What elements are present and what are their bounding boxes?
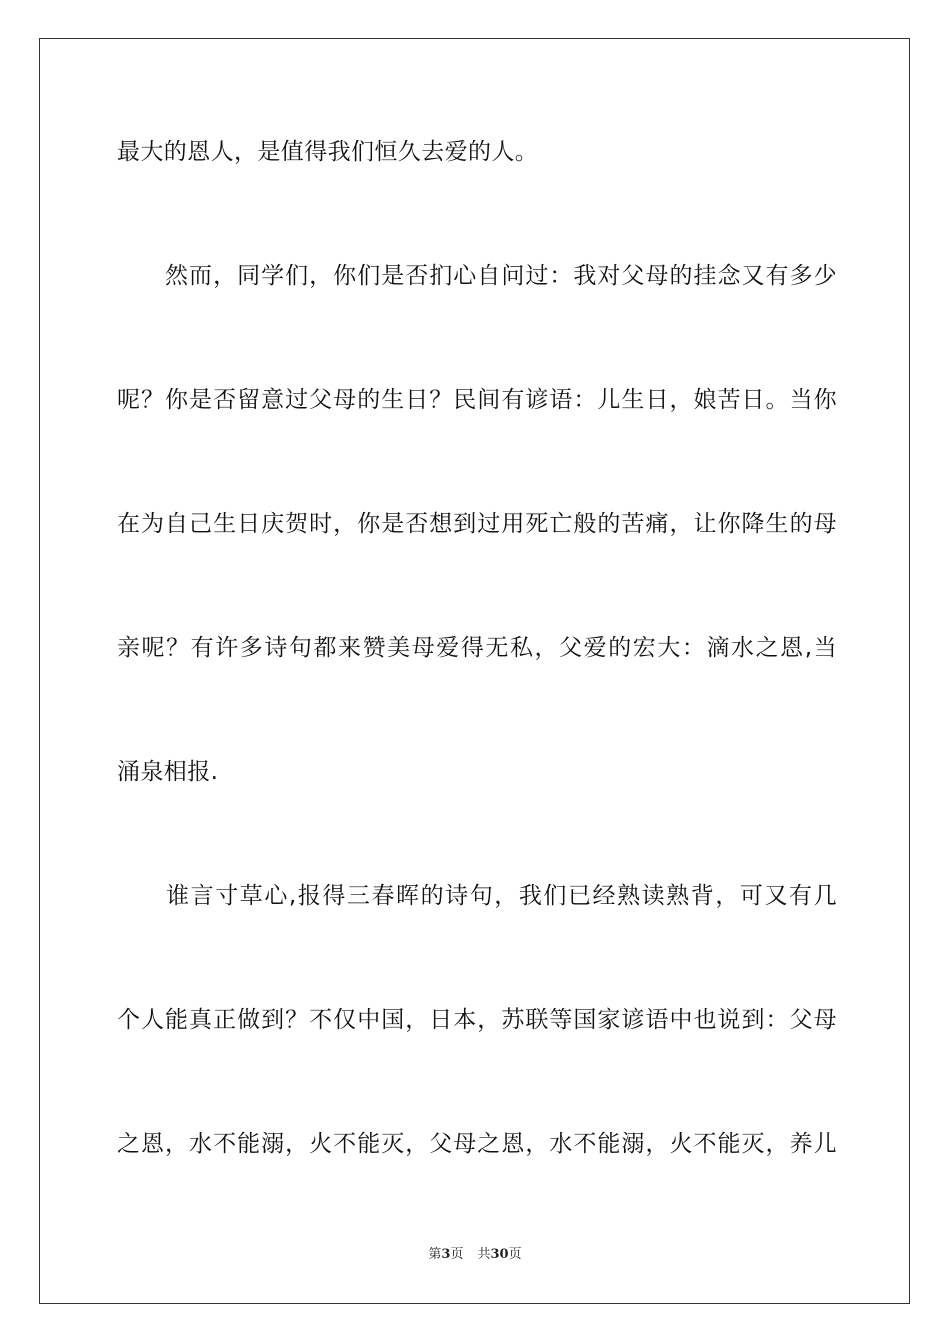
page-border [39, 38, 910, 1304]
page-footer [0, 1247, 950, 1263]
text-line-3: 呢？你是否留意过父母的生日？民间有谚语：儿生日，娘苦日。当你 [117, 387, 837, 413]
page-suffix: 页 [450, 1247, 464, 1262]
page-prefix: 第 [428, 1247, 442, 1262]
text-line-7: 谁言寸草心,报得三春晖的诗句，我们已经熟读熟背，可又有几 [117, 883, 837, 909]
total-suffix: 页 [508, 1247, 522, 1262]
text-line-2: 然而，同学们，你们是否扪心自问过：我对父母的挂念又有多少 [117, 263, 837, 289]
total-prefix: 共 [477, 1247, 491, 1262]
text-line-4: 在为自己生日庆贺时，你是否想到过用死亡般的苦痛，让你降生的母 [117, 511, 837, 537]
text-line-9: 之恩，水不能溺，火不能灭，父母之恩，水不能溺，火不能灭，养儿 [117, 1131, 837, 1157]
text-line-1: 最大的恩人，是值得我们恒久去爱的人。 [117, 139, 539, 165]
text-line-5: 亲呢？有许多诗句都来赞美母爱得无私，父爱的宏大：滴水之恩,当 [117, 635, 837, 661]
total-pages-number: 30 [490, 1247, 509, 1262]
text-line-6: 涌泉相报. [117, 759, 219, 785]
text-line-8: 个人能真正做到？不仅中国，日本，苏联等国家谚语中也说到：父母 [117, 1007, 837, 1033]
current-page-number: 3 [441, 1247, 451, 1262]
